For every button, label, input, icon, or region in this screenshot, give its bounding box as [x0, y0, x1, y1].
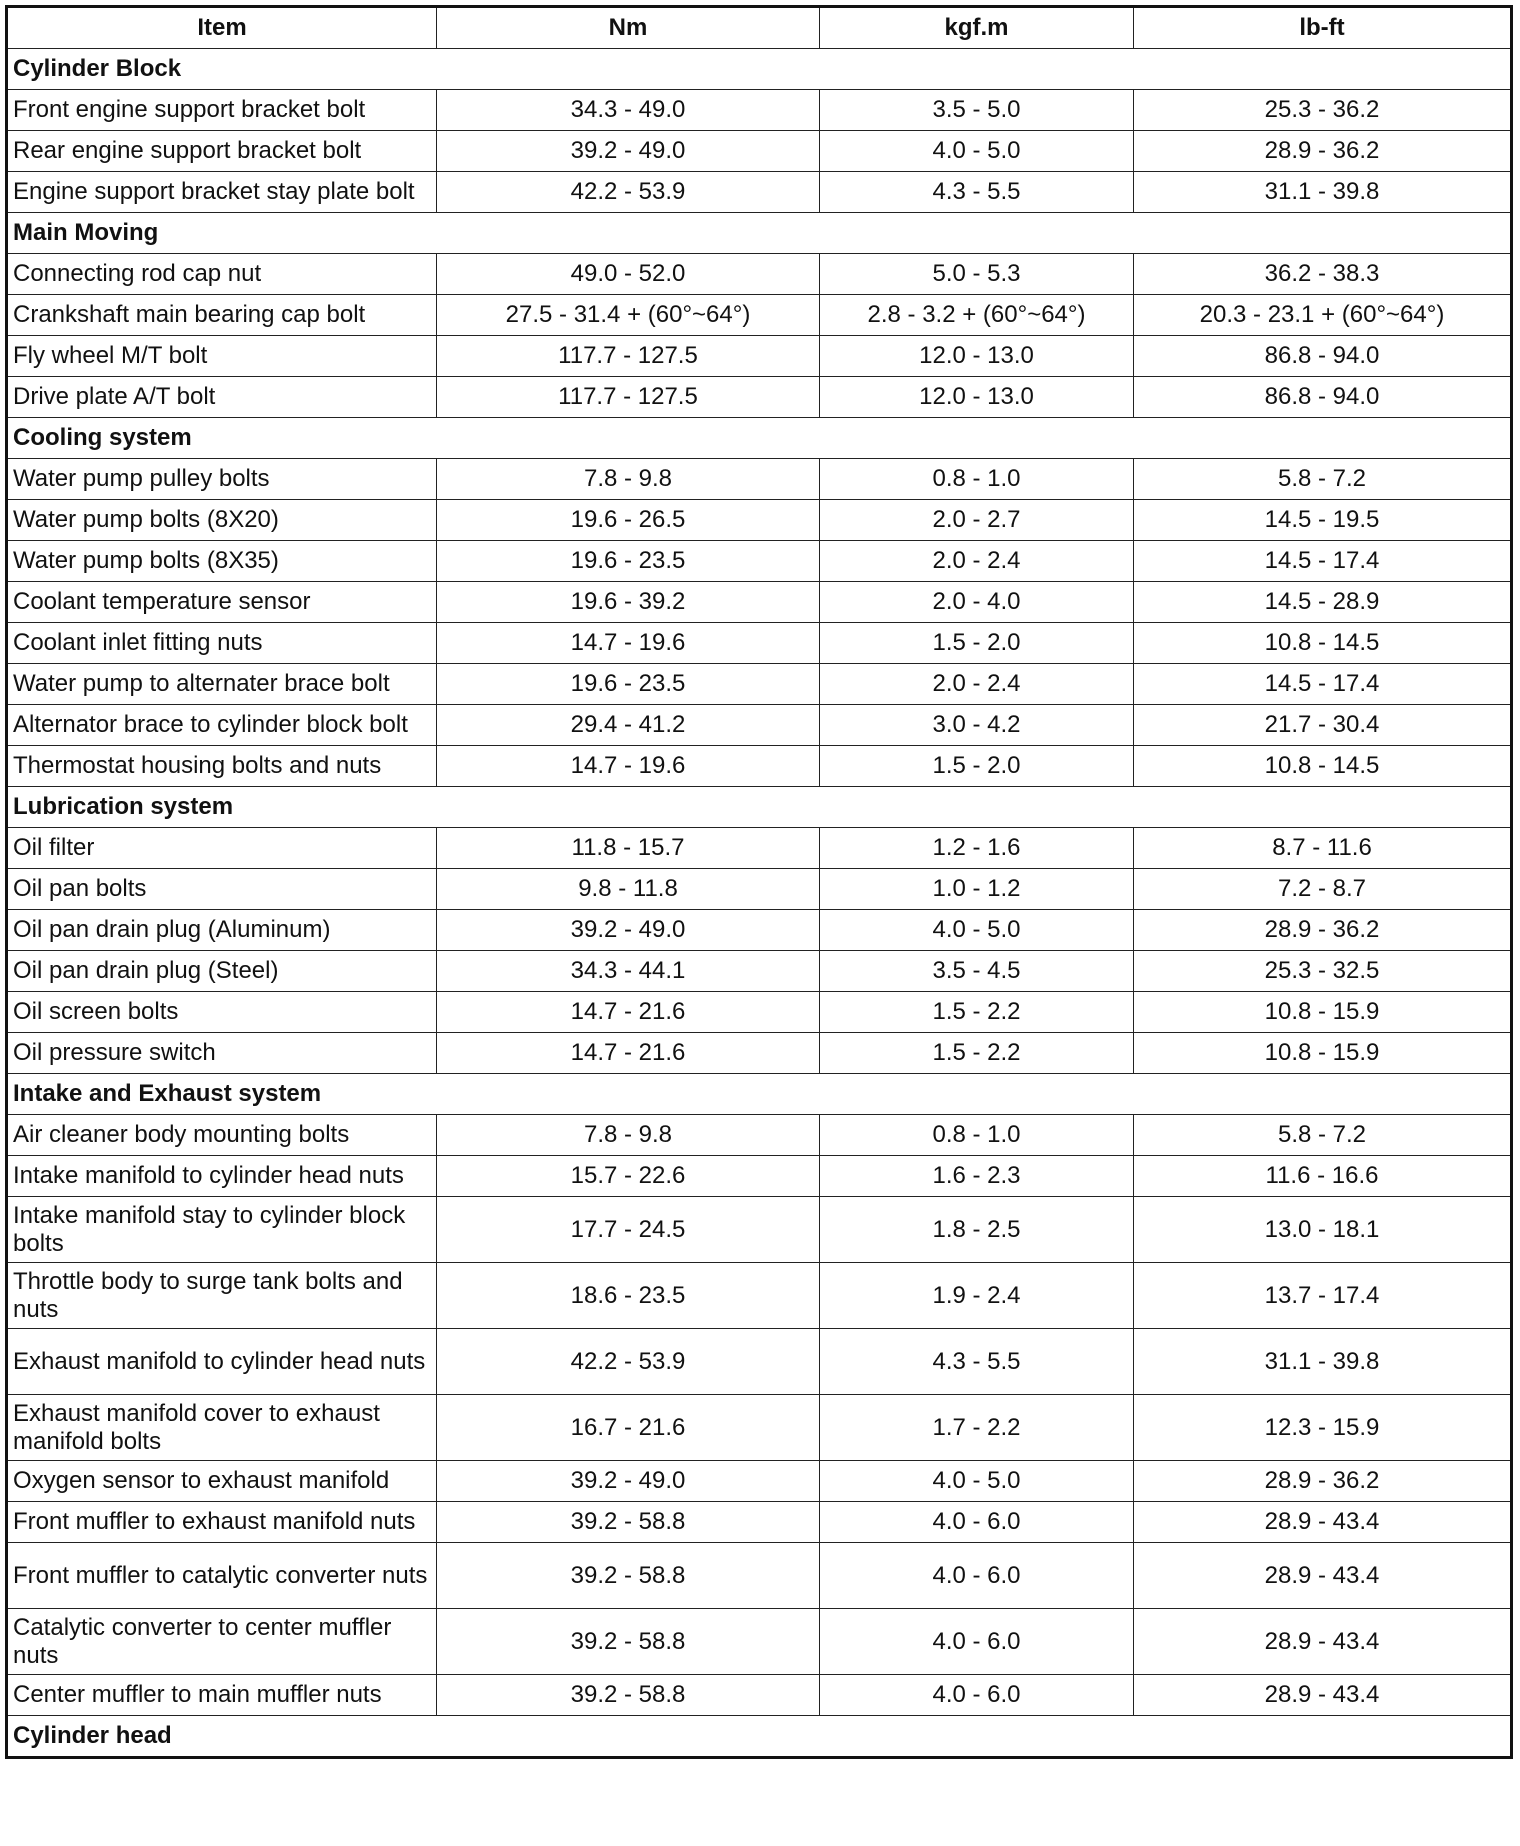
cell-lbft: 14.5 - 19.5 [1134, 500, 1512, 541]
cell-nm: 19.6 - 39.2 [437, 582, 820, 623]
table-row [7, 1543, 1512, 1609]
cell-kgfm: 1.6 - 2.3 [820, 1156, 1134, 1197]
cell-lbft: 28.9 - 36.2 [1134, 910, 1512, 951]
header-lbft: lb-ft [1134, 7, 1512, 49]
cell-lbft: 12.3 - 15.9 [1134, 1395, 1512, 1461]
cell-nm: 117.7 - 127.5 [437, 377, 820, 418]
cell-item: Catalytic converter to center muffler nuts [7, 1609, 437, 1675]
cell-lbft: 14.5 - 17.4 [1134, 664, 1512, 705]
cell-nm: 39.2 - 49.0 [437, 131, 820, 172]
section-row [7, 213, 1512, 254]
cell-lbft: 28.9 - 43.4 [1134, 1502, 1512, 1543]
cell-lbft: 7.2 - 8.7 [1134, 869, 1512, 910]
cell-kgfm: 4.0 - 6.0 [820, 1675, 1134, 1716]
table-row [7, 1197, 1512, 1263]
cell-lbft: 31.1 - 39.8 [1134, 1329, 1512, 1395]
table-row [7, 1609, 1512, 1675]
section-title: Cylinder Block [7, 49, 1512, 90]
table-row [7, 582, 1512, 623]
cell-nm: 42.2 - 53.9 [437, 172, 820, 213]
cell-kgfm: 1.8 - 2.5 [820, 1197, 1134, 1263]
cell-lbft: 31.1 - 39.8 [1134, 172, 1512, 213]
cell-kgfm: 2.0 - 4.0 [820, 582, 1134, 623]
cell-nm: 19.6 - 23.5 [437, 541, 820, 582]
table-row [7, 623, 1512, 664]
table-row [7, 1033, 1512, 1074]
section-row [7, 787, 1512, 828]
table-row [7, 664, 1512, 705]
table-row [7, 254, 1512, 295]
table-row [7, 377, 1512, 418]
section-title: Cooling system [7, 418, 1512, 459]
header-row [7, 7, 1512, 49]
cell-nm: 39.2 - 58.8 [437, 1502, 820, 1543]
cell-item: Oil filter [7, 828, 437, 869]
table-row [7, 500, 1512, 541]
table-row [7, 951, 1512, 992]
cell-nm: 7.8 - 9.8 [437, 1115, 820, 1156]
cell-item: Center muffler to main muffler nuts [7, 1675, 437, 1716]
cell-nm: 39.2 - 58.8 [437, 1609, 820, 1675]
cell-lbft: 13.7 - 17.4 [1134, 1263, 1512, 1329]
cell-kgfm: 1.5 - 2.0 [820, 746, 1134, 787]
section-row [7, 418, 1512, 459]
cell-nm: 14.7 - 21.6 [437, 992, 820, 1033]
cell-item: Throttle body to surge tank bolts and nuts [7, 1263, 437, 1329]
cell-item: Intake manifold to cylinder head nuts [7, 1156, 437, 1197]
cell-lbft: 20.3 - 23.1 + (60°~64°) [1134, 295, 1512, 336]
cell-item: Oil pressure switch [7, 1033, 437, 1074]
cell-kgfm: 1.9 - 2.4 [820, 1263, 1134, 1329]
section-row [7, 1074, 1512, 1115]
torque-spec-table [5, 5, 1513, 1759]
cell-item: Exhaust manifold cover to exhaust manifold bolts [7, 1395, 437, 1461]
cell-nm: 34.3 - 44.1 [437, 951, 820, 992]
section-title: Intake and Exhaust system [7, 1074, 1512, 1115]
cell-item: Oil pan drain plug (Steel) [7, 951, 437, 992]
table-row [7, 705, 1512, 746]
cell-kgfm: 4.0 - 6.0 [820, 1502, 1134, 1543]
cell-lbft: 10.8 - 15.9 [1134, 1033, 1512, 1074]
cell-nm: 14.7 - 21.6 [437, 1033, 820, 1074]
cell-lbft: 8.7 - 11.6 [1134, 828, 1512, 869]
header-nm: Nm [437, 7, 820, 49]
cell-nm: 17.7 - 24.5 [437, 1197, 820, 1263]
cell-nm: 29.4 - 41.2 [437, 705, 820, 746]
cell-lbft: 25.3 - 36.2 [1134, 90, 1512, 131]
cell-nm: 42.2 - 53.9 [437, 1329, 820, 1395]
cell-lbft: 28.9 - 43.4 [1134, 1675, 1512, 1716]
table-row [7, 336, 1512, 377]
cell-kgfm: 0.8 - 1.0 [820, 459, 1134, 500]
cell-nm: 117.7 - 127.5 [437, 336, 820, 377]
cell-kgfm: 1.0 - 1.2 [820, 869, 1134, 910]
cell-kgfm: 2.8 - 3.2 + (60°~64°) [820, 295, 1134, 336]
cell-kgfm: 5.0 - 5.3 [820, 254, 1134, 295]
cell-kgfm: 4.3 - 5.5 [820, 1329, 1134, 1395]
cell-item: Water pump pulley bolts [7, 459, 437, 500]
cell-item: Water pump bolts (8X20) [7, 500, 437, 541]
table-body [7, 49, 1512, 1758]
cell-kgfm: 2.0 - 2.7 [820, 500, 1134, 541]
cell-kgfm: 2.0 - 2.4 [820, 541, 1134, 582]
cell-item: Exhaust manifold to cylinder head nuts [7, 1329, 437, 1395]
cell-kgfm: 1.2 - 1.6 [820, 828, 1134, 869]
cell-item: Air cleaner body mounting bolts [7, 1115, 437, 1156]
cell-nm: 14.7 - 19.6 [437, 746, 820, 787]
table-row [7, 172, 1512, 213]
cell-item: Front muffler to catalytic converter nuts [7, 1543, 437, 1609]
cell-item: Oil pan drain plug (Aluminum) [7, 910, 437, 951]
cell-lbft: 28.9 - 36.2 [1134, 1461, 1512, 1502]
cell-lbft: 28.9 - 43.4 [1134, 1609, 1512, 1675]
header-item: Item [7, 7, 437, 49]
table-row [7, 1263, 1512, 1329]
cell-kgfm: 1.7 - 2.2 [820, 1395, 1134, 1461]
cell-nm: 49.0 - 52.0 [437, 254, 820, 295]
cell-lbft: 14.5 - 28.9 [1134, 582, 1512, 623]
cell-kgfm: 4.0 - 5.0 [820, 1461, 1134, 1502]
cell-item: Water pump bolts (8X35) [7, 541, 437, 582]
cell-lbft: 5.8 - 7.2 [1134, 459, 1512, 500]
cell-lbft: 10.8 - 14.5 [1134, 623, 1512, 664]
cell-lbft: 21.7 - 30.4 [1134, 705, 1512, 746]
table-row [7, 1329, 1512, 1395]
cell-kgfm: 3.0 - 4.2 [820, 705, 1134, 746]
cell-item: Drive plate A/T bolt [7, 377, 437, 418]
cell-kgfm: 1.5 - 2.2 [820, 1033, 1134, 1074]
cell-kgfm: 3.5 - 4.5 [820, 951, 1134, 992]
cell-lbft: 10.8 - 15.9 [1134, 992, 1512, 1033]
table-row [7, 1395, 1512, 1461]
cell-lbft: 28.9 - 43.4 [1134, 1543, 1512, 1609]
table-row [7, 1156, 1512, 1197]
section-title: Lubrication system [7, 787, 1512, 828]
section-title: Main Moving [7, 213, 1512, 254]
cell-lbft: 11.6 - 16.6 [1134, 1156, 1512, 1197]
cell-lbft: 14.5 - 17.4 [1134, 541, 1512, 582]
cell-item: Thermostat housing bolts and nuts [7, 746, 437, 787]
header-kgfm: kgf.m [820, 7, 1134, 49]
cell-kgfm: 2.0 - 2.4 [820, 664, 1134, 705]
cell-kgfm: 4.0 - 6.0 [820, 1609, 1134, 1675]
cell-lbft: 25.3 - 32.5 [1134, 951, 1512, 992]
cell-nm: 16.7 - 21.6 [437, 1395, 820, 1461]
cell-nm: 11.8 - 15.7 [437, 828, 820, 869]
cell-item: Water pump to alternater brace bolt [7, 664, 437, 705]
cell-item: Rear engine support bracket bolt [7, 131, 437, 172]
cell-item: Connecting rod cap nut [7, 254, 437, 295]
cell-lbft: 10.8 - 14.5 [1134, 746, 1512, 787]
table-row [7, 90, 1512, 131]
table-row [7, 1502, 1512, 1543]
cell-nm: 7.8 - 9.8 [437, 459, 820, 500]
table-row [7, 1461, 1512, 1502]
table-row [7, 541, 1512, 582]
cell-kgfm: 4.0 - 5.0 [820, 910, 1134, 951]
cell-nm: 19.6 - 23.5 [437, 664, 820, 705]
cell-item: Oxygen sensor to exhaust manifold [7, 1461, 437, 1502]
cell-kgfm: 4.0 - 5.0 [820, 131, 1134, 172]
cell-lbft: 13.0 - 18.1 [1134, 1197, 1512, 1263]
table-row [7, 828, 1512, 869]
table-row [7, 1115, 1512, 1156]
cell-item: Crankshaft main bearing cap bolt [7, 295, 437, 336]
cell-nm: 39.2 - 49.0 [437, 1461, 820, 1502]
cell-item: Oil screen bolts [7, 992, 437, 1033]
cell-kgfm: 0.8 - 1.0 [820, 1115, 1134, 1156]
cell-lbft: 28.9 - 36.2 [1134, 131, 1512, 172]
table-row [7, 746, 1512, 787]
cell-nm: 34.3 - 49.0 [437, 90, 820, 131]
cell-nm: 39.2 - 58.8 [437, 1675, 820, 1716]
cell-item: Alternator brace to cylinder block bolt [7, 705, 437, 746]
cell-lbft: 5.8 - 7.2 [1134, 1115, 1512, 1156]
cell-nm: 27.5 - 31.4 + (60°~64°) [437, 295, 820, 336]
cell-nm: 19.6 - 26.5 [437, 500, 820, 541]
table-row [7, 295, 1512, 336]
cell-nm: 9.8 - 11.8 [437, 869, 820, 910]
cell-item: Fly wheel M/T bolt [7, 336, 437, 377]
cell-item: Intake manifold stay to cylinder block bolts [7, 1197, 437, 1263]
section-title: Cylinder head [7, 1716, 1512, 1758]
table-row [7, 131, 1512, 172]
table-row [7, 459, 1512, 500]
cell-kgfm: 1.5 - 2.0 [820, 623, 1134, 664]
cell-lbft: 36.2 - 38.3 [1134, 254, 1512, 295]
cell-nm: 18.6 - 23.5 [437, 1263, 820, 1329]
cell-nm: 39.2 - 58.8 [437, 1543, 820, 1609]
table-row [7, 910, 1512, 951]
cell-item: Front muffler to exhaust manifold nuts [7, 1502, 437, 1543]
cell-kgfm: 4.3 - 5.5 [820, 172, 1134, 213]
cell-nm: 14.7 - 19.6 [437, 623, 820, 664]
section-row [7, 49, 1512, 90]
table-row [7, 992, 1512, 1033]
cell-lbft: 86.8 - 94.0 [1134, 336, 1512, 377]
table-row [7, 1675, 1512, 1716]
table-row [7, 869, 1512, 910]
cell-kgfm: 3.5 - 5.0 [820, 90, 1134, 131]
cell-nm: 15.7 - 22.6 [437, 1156, 820, 1197]
cell-item: Oil pan bolts [7, 869, 437, 910]
cell-kgfm: 1.5 - 2.2 [820, 992, 1134, 1033]
cell-item: Coolant inlet fitting nuts [7, 623, 437, 664]
cell-item: Front engine support bracket bolt [7, 90, 437, 131]
cell-item: Engine support bracket stay plate bolt [7, 172, 437, 213]
cell-kgfm: 12.0 - 13.0 [820, 336, 1134, 377]
cell-lbft: 86.8 - 94.0 [1134, 377, 1512, 418]
cell-item: Coolant temperature sensor [7, 582, 437, 623]
cell-kgfm: 12.0 - 13.0 [820, 377, 1134, 418]
cell-kgfm: 4.0 - 6.0 [820, 1543, 1134, 1609]
cell-nm: 39.2 - 49.0 [437, 910, 820, 951]
section-row [7, 1716, 1512, 1758]
